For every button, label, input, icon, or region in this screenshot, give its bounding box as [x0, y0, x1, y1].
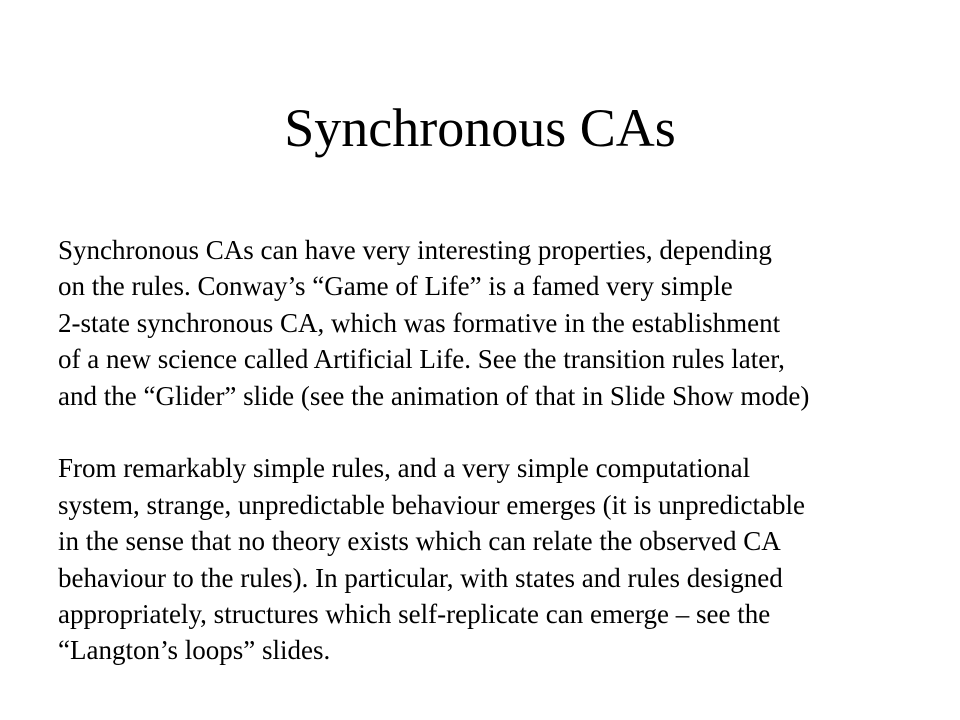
paragraph-game-of-life [58, 232, 958, 414]
text-line: Synchronous CAs can have very interesting properties, depending [58, 235, 772, 265]
text-line: appropriately, structures which self-replicate can emerge – see the [58, 598, 771, 629]
text-line: on the rules. Conway’s “Game of Life” is a famed very simple [58, 271, 733, 302]
text-line: in the sense that no theory exists which can relate the observed CA [58, 526, 781, 557]
text-line: From remarkably simple rules, and a very simple computational [58, 453, 751, 484]
text-line: and the “Glider” slide (see the animation of that in Slide Show mode) [58, 380, 810, 411]
text-line: system, strange, unpredictable behaviour emerges (it is unpredictable [58, 489, 806, 520]
slide-body [58, 232, 958, 669]
paragraph-spacer [58, 414, 958, 450]
slide-title: Synchronous CAs [284, 98, 676, 158]
paragraph-emergent-behaviour [58, 450, 958, 668]
text-line: of a new science called Artificial Life. See the transition rules later, [58, 344, 785, 375]
text-line: “Langton’s loops” slides. [58, 635, 331, 666]
text-line: 2-state synchronous CA, which was formative in the establishment [58, 307, 781, 338]
text-line: behaviour to the rules). In particular, with states and rules designed [58, 562, 783, 593]
